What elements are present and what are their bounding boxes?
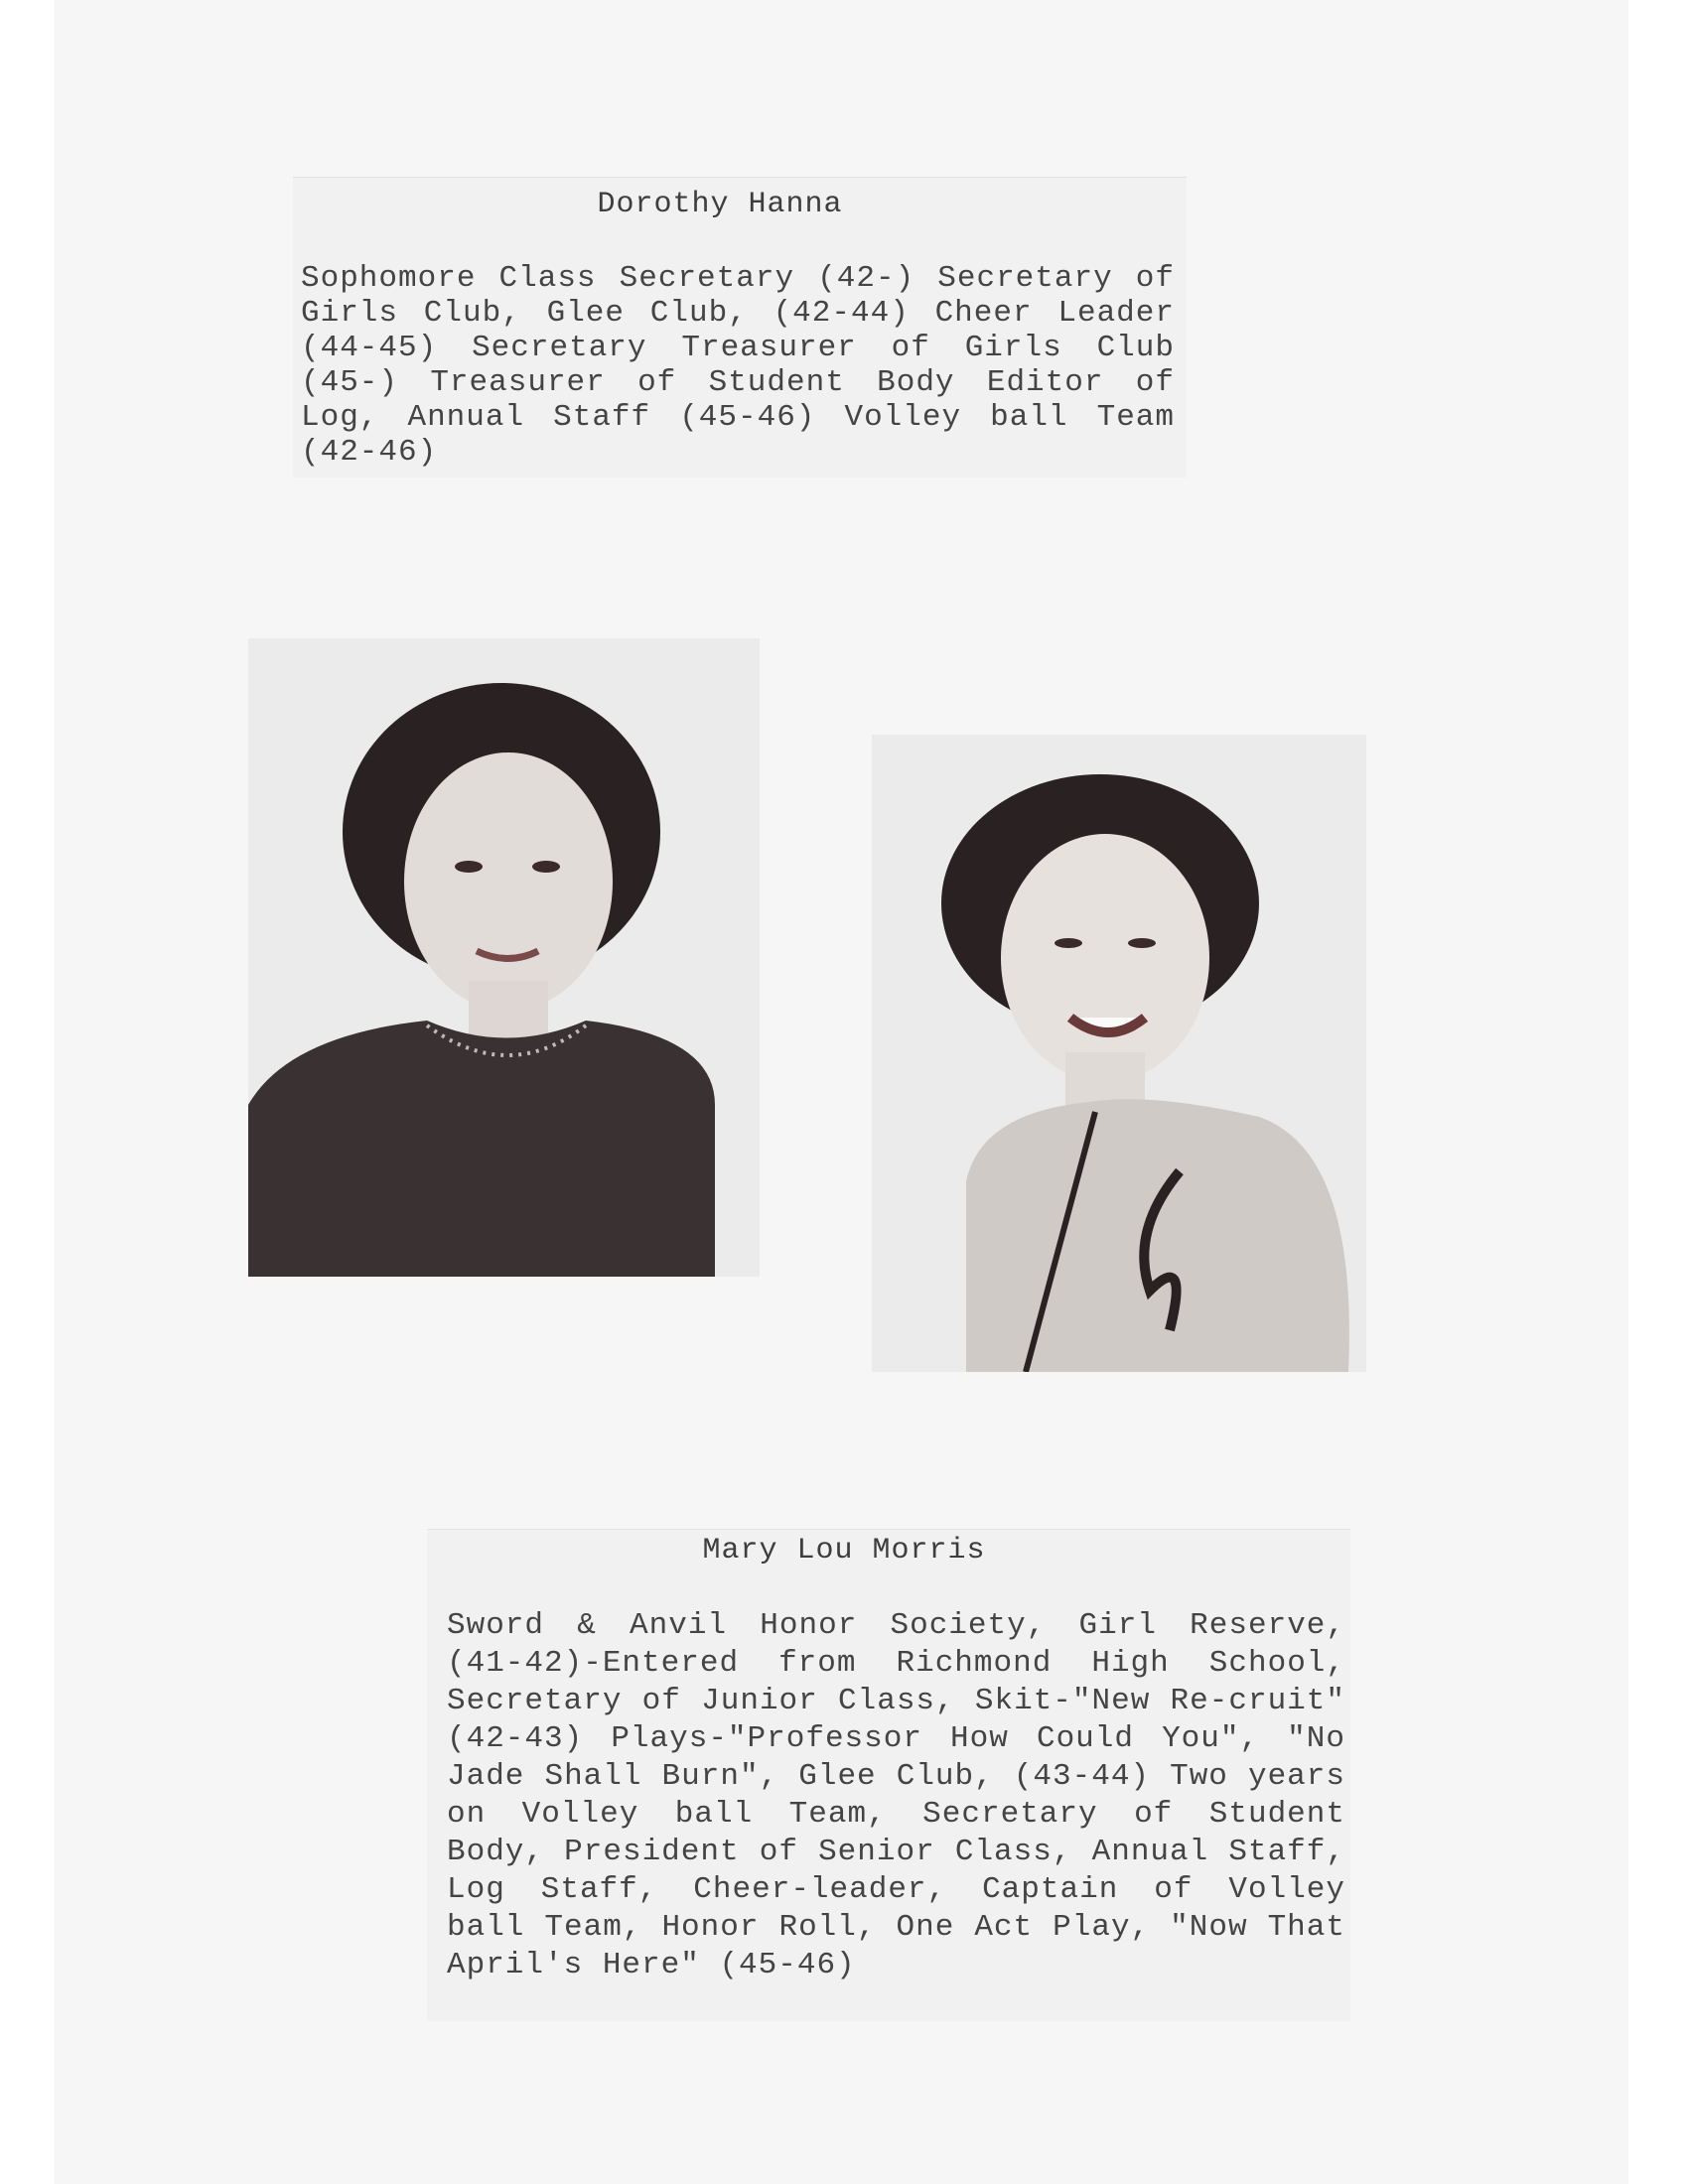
portrait-photo-mary-lou-morris <box>872 735 1366 1372</box>
portrait-photo-icon <box>248 638 760 1277</box>
caption-dorothy-hanna <box>293 177 1187 478</box>
student-activities: Sophomore Class Secretary (42-) Secretary of Girls Club, Glee Club, (42-44) Cheer Leader (44-45) Secretary Treasurer of Girls Club (45-) Treasurer of Student Body Editor of Log, Annual Staff (45-46) Volley ball Team (42-46) <box>301 261 1175 470</box>
student-activities: Sword & Anvil Honor Society, Girl Reserve, (41-42)-Entered from Richmond High School, Secretary of Junior Class, Skit-"New Re-cruit" (42-43) Plays-"Professor How Could You", "No Jade Shall Burn", Glee Club, (43-44) Two years on Volley ball Team, Secretary of Student Body, President of Senior Class, Annual Staff, Log Staff, Cheer-leader, Captain of Volley ball Team, Honor Roll, One Act Play, "Now That April's Here" (45-46) <box>447 1608 1345 1982</box>
caption-mary-lou-morris <box>427 1529 1350 2021</box>
student-name: Mary Lou Morris <box>702 1534 986 1568</box>
student-name: Dorothy Hanna <box>597 188 843 221</box>
portrait-photo-dorothy-hanna <box>248 638 760 1277</box>
portrait-photo-icon <box>872 735 1366 1372</box>
